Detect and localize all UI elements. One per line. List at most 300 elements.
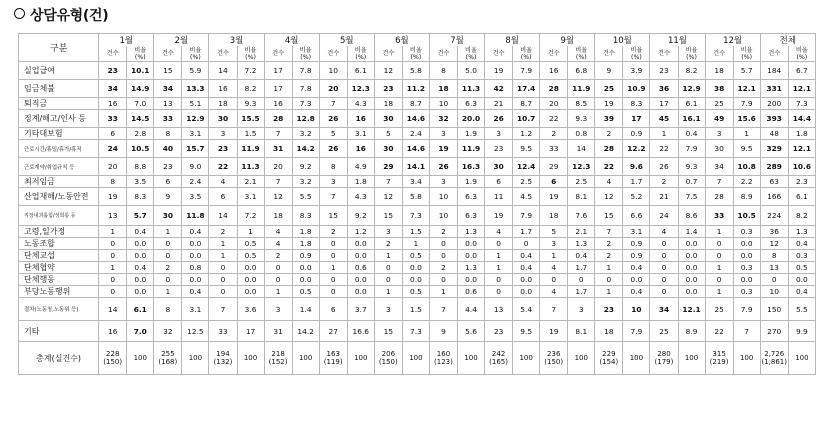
ratio-cell: 5.2 [623,188,650,206]
ratio-cell: 1 [733,128,760,140]
ratio-cell: 6.7 [788,62,815,80]
ratio-cell: 12.1 [678,298,705,321]
ratio-cell: 9.2 [347,206,374,226]
ratio-cell: 0.0 [292,262,319,274]
ratio-cell: 8.3 [623,98,650,110]
count-cell: 0 [209,262,237,274]
ratio-cell: 1.8 [292,226,319,238]
ratio-cell: 12.3 [568,158,595,176]
ratio-cell: 0.4 [513,250,540,262]
count-cell: 1 [319,262,347,274]
total-value: 160 [436,350,451,358]
count-header: 건수 [595,46,623,62]
count-cell: 3 [705,128,733,140]
ratio-header [292,46,319,62]
count-cell: 1 [705,286,733,298]
ratio-cell: 5.9 [182,62,209,80]
ratio-cell: 0.0 [237,274,264,286]
count-cell: 5 [319,128,347,140]
ratio-cell: 10.9 [623,80,650,98]
count-cell: 2 [540,128,568,140]
ratio-cell: 12.1 [733,80,760,98]
count-cell: 0 [99,274,127,286]
ratio-header [623,46,650,62]
month-header: 12월 [705,34,760,47]
ratio-header-unit: (%) [410,53,422,61]
count-cell: 7 [264,128,292,140]
total-value: 100 [519,354,533,362]
total-value: 100 [629,354,644,362]
row-category: 직장내괴롭힘/성희롱 등 [19,206,99,226]
ratio-cell: 6.6 [623,206,650,226]
ratio-cell: 14.9 [127,80,154,98]
ratio-header-label: 비율 [575,46,588,54]
count-cell: 0 [99,238,127,250]
row-category: 기타대보험 [19,128,99,140]
count-cell: 0 [429,250,457,262]
ratio-header-label: 비율 [354,46,367,54]
total-value: 100 [133,354,147,362]
count-cell: 45 [650,110,678,128]
count-cell: 1 [650,128,678,140]
ratio-cell: 2.1 [568,226,595,238]
total-ratio-cell [513,342,540,375]
count-cell: 0 [540,274,568,286]
row-category: 단체교섭 [19,250,99,262]
ratio-cell: 11.9 [237,140,264,158]
count-cell: 34 [650,298,678,321]
ratio-cell: 10.1 [127,62,154,80]
ratio-cell: 0.0 [127,274,154,286]
ratio-cell: 1 [237,226,264,238]
ratio-header [568,46,595,62]
count-cell: 0 [374,274,402,286]
ratio-cell: 12.2 [623,140,650,158]
count-cell: 7 [540,298,568,321]
ratio-header-label: 비율 [299,46,312,54]
ratio-cell: 12.9 [678,80,705,98]
ratio-header-label: 비율 [409,46,422,54]
ratio-cell: 15.6 [733,110,760,128]
count-cell: 14 [99,298,127,321]
count-cell: 4 [650,226,678,238]
count-cell: 0 [319,250,347,262]
ratio-header-unit: (%) [245,53,256,61]
ratio-cell: 3.5 [127,176,154,188]
ratio-cell: 3.1 [182,128,209,140]
total-value: 163 [326,350,340,358]
count-cell: 36 [650,80,678,98]
ratio-cell: 2.3 [788,176,815,188]
actual-count-value: (165) [489,358,508,366]
ratio-cell: 9.5 [733,140,760,158]
count-cell: 18 [595,321,623,342]
count-cell: 4 [209,176,237,188]
ratio-cell: 4.9 [347,158,374,176]
count-cell: 0 [319,286,347,298]
count-cell: 12 [264,188,292,206]
count-cell: 2 [209,226,237,238]
actual-count-value: (150) [103,358,123,366]
ratio-cell: 4.3 [347,98,374,110]
count-cell: 10 [429,98,457,110]
table-row [19,176,816,188]
count-cell: 18 [429,80,457,98]
count-cell: 2 [374,238,402,250]
ratio-cell: 0.9 [623,238,650,250]
total-value: 194 [216,350,230,358]
actual-count-value: (154) [599,358,619,366]
count-cell: 15 [374,206,402,226]
count-cell: 3 [264,298,292,321]
count-cell: 23 [154,158,182,176]
month-header: 7월 [429,34,484,47]
table-row [19,321,816,342]
ratio-cell: 1.7 [623,176,650,188]
count-cell: 4 [540,262,568,274]
total-count-cell [650,342,678,375]
count-cell: 0 [650,238,678,250]
count-cell: 20 [540,98,568,110]
ratio-cell: 1.3 [568,238,595,250]
count-cell: 14 [209,206,237,226]
count-cell: 15 [154,62,182,80]
table-row [19,158,816,176]
count-cell: 22 [650,140,678,158]
count-cell: 31 [264,140,292,158]
count-cell: 19 [595,98,623,110]
total-ratio-cell [347,342,374,375]
count-cell: 1 [99,262,127,274]
count-cell: 0 [99,250,127,262]
count-cell: 7 [319,98,347,110]
ratio-cell: 0.9 [292,250,319,262]
count-cell: 10 [319,62,347,80]
category-header: 구분 [19,34,99,62]
count-cell: 2 [595,128,623,140]
count-cell: 9 [595,62,623,80]
ratio-cell: 8.9 [678,321,705,342]
count-cell: 2 [319,226,347,238]
month-header: 9월 [540,34,595,47]
ratio-header [678,46,705,62]
ratio-cell: 0.5 [237,250,264,262]
count-cell: 6 [209,188,237,206]
count-cell: 25 [705,98,733,110]
ratio-cell: 0.0 [733,250,760,262]
ratio-cell: 12.3 [347,80,374,98]
count-header: 건수 [374,46,402,62]
total-value: 236 [547,350,561,358]
count-cell: 24 [650,206,678,226]
ratio-cell: 0.0 [292,274,319,286]
count-cell: 18 [264,206,292,226]
ratio-cell: 8.5 [568,98,595,110]
ratio-cell: 0 [513,238,540,250]
ratio-header [182,46,209,62]
row-category: 부당노동행위 [19,286,99,298]
count-cell: 13 [99,206,127,226]
count-cell: 28 [705,188,733,206]
ratio-cell: 0.0 [237,262,264,274]
total-value: 228 [106,350,120,358]
count-cell: 3 [540,238,568,250]
count-cell: 21 [485,98,513,110]
total-count-cell [705,342,733,375]
ratio-cell: 5.5 [292,188,319,206]
total-value: 229 [602,350,616,358]
ratio-cell: 5.7 [127,206,154,226]
ratio-cell: 8.9 [733,188,760,206]
row-category: 절차(노동청,노동위 등) [19,298,99,321]
ratio-cell: 14.6 [402,110,429,128]
count-cell: 0 [429,274,457,286]
total-value: 100 [795,354,809,362]
ratio-cell: 8.1 [568,321,595,342]
count-cell: 0 [99,286,127,298]
ratio-cell: 0.6 [347,262,374,274]
total-ratio-cell [458,342,485,375]
ratio-header-label: 비율 [685,46,698,54]
count-cell: 23 [650,62,678,80]
count-cell: 1 [374,250,402,262]
count-cell: 3 [429,176,457,188]
ratio-cell: 1.7 [568,286,595,298]
table-row [19,226,816,238]
ratio-header [788,46,815,62]
total-count-cell [485,342,513,375]
count-cell: 18 [209,98,237,110]
ratio-cell: 3.2 [292,176,319,188]
ratio-cell: 7.9 [623,321,650,342]
ratio-header-unit: (%) [520,53,532,61]
count-cell: 19 [540,321,568,342]
count-cell: 36 [760,226,788,238]
count-cell: 19 [99,188,127,206]
row-category: 산업재해/노동안전 [19,188,99,206]
ratio-cell: 7.9 [733,98,760,110]
total-value: 2,726 [764,350,785,358]
count-cell: 1 [705,262,733,274]
count-cell: 1 [485,250,513,262]
ratio-header-label: 비율 [795,46,808,54]
ratio-cell: 3.2 [292,128,319,140]
ratio-cell: 0.4 [623,286,650,298]
count-cell: 224 [760,206,788,226]
total-count-cell [99,342,127,375]
count-cell: 27 [319,321,347,342]
total-count-cell [595,342,623,375]
ratio-cell: 20.0 [458,110,485,128]
month-header: 1월 [99,34,154,47]
count-cell: 4 [540,286,568,298]
ratio-cell: 7.3 [292,98,319,110]
count-cell: 17 [264,62,292,80]
table-row [19,110,816,128]
ratio-cell: 1.4 [678,226,705,238]
ratio-cell: 0.0 [127,238,154,250]
ratio-header-label: 비율 [189,46,202,54]
ratio-cell: 3.1 [237,188,264,206]
row-category: 임금체불 [19,80,99,98]
ratio-cell: 8.3 [292,206,319,226]
ratio-cell: 0.0 [458,238,485,250]
table-row [19,140,816,158]
total-ratio-cell [127,342,154,375]
ratio-header [458,46,485,62]
count-cell: 1 [154,286,182,298]
count-cell: 23 [485,140,513,158]
ratio-cell: 14 [568,140,595,158]
month-header: 5월 [319,34,374,47]
ratio-cell: 0.0 [182,250,209,262]
ratio-cell: 3.4 [402,176,429,188]
ratio-cell: 3.7 [347,298,374,321]
ratio-cell: 7.9 [513,62,540,80]
count-cell: 3 [209,128,237,140]
ratio-cell: 2.5 [568,176,595,188]
count-cell: 0 [705,274,733,286]
total-value: 100 [188,354,203,362]
total-count-cell [429,342,457,375]
table-row [19,80,816,98]
ratio-cell: 12.4 [513,158,540,176]
ratio-cell: 0.0 [127,286,154,298]
ratio-cell: 5.4 [513,298,540,321]
ratio-cell: 9.6 [623,158,650,176]
count-cell: 2 [595,250,623,262]
count-header: 건수 [705,46,733,62]
count-cell: 7 [705,176,733,188]
ratio-cell: 2.4 [182,176,209,188]
count-cell: 6 [154,176,182,188]
ratio-cell: 8.3 [127,188,154,206]
ratio-header [513,46,540,62]
ratio-cell: 0.0 [733,238,760,250]
ratio-cell: 14.1 [402,158,429,176]
actual-count-value: (150) [544,358,564,366]
count-cell: 1 [595,286,623,298]
total-value: 242 [491,350,506,358]
total-value: 280 [657,350,671,358]
count-cell: 30 [374,110,402,128]
count-header: 건수 [99,46,127,62]
count-cell: 0 [209,286,237,298]
count-cell: 200 [760,98,788,110]
total-value: 100 [464,354,478,362]
ratio-cell: 9.2 [292,158,319,176]
count-cell: 0 [209,274,237,286]
count-cell: 1 [374,286,402,298]
ratio-cell: 6.1 [678,98,705,110]
ratio-cell: 6.3 [458,206,485,226]
ratio-header-label: 비율 [740,46,753,54]
count-cell: 150 [760,298,788,321]
ratio-header-unit: (%) [686,53,697,61]
ratio-cell: 0.4 [788,238,815,250]
count-cell: 0 [154,250,182,262]
month-header: 3월 [209,34,264,47]
ratio-cell: 1.3 [458,226,485,238]
ratio-cell: 0.5 [788,262,815,274]
ratio-cell: 11.9 [568,80,595,98]
ratio-cell: 0.3 [733,262,760,274]
ratio-cell: 0.0 [402,262,429,274]
ratio-cell: 0.0 [402,274,429,286]
ratio-cell: 12.5 [182,321,209,342]
ratio-cell: 9.5 [513,140,540,158]
ratio-cell: 8.7 [513,98,540,110]
row-category: 단체협약 [19,262,99,274]
row-category: 고령,일가정 [19,226,99,238]
count-cell: 3 [319,176,347,188]
count-cell: 11 [485,188,513,206]
count-cell: 33 [99,110,127,128]
table-row [19,62,816,80]
ratio-cell: 0.0 [678,238,705,250]
count-cell: 15 [595,206,623,226]
ratio-cell: 10.5 [127,140,154,158]
ratio-cell: 0.0 [458,250,485,262]
table-row [19,98,816,110]
count-cell: 28 [595,140,623,158]
count-cell: 166 [760,188,788,206]
ratio-header [733,46,760,62]
count-cell: 13 [485,298,513,321]
ratio-cell: 0.0 [347,238,374,250]
table-row [19,206,816,226]
count-cell: 10 [429,188,457,206]
count-cell: 23 [595,298,623,321]
count-cell: 20 [319,80,347,98]
ratio-cell: 13.3 [182,80,209,98]
ratio-cell: 0.4 [182,286,209,298]
ratio-cell: 9.9 [788,321,815,342]
total-value: 255 [161,350,175,358]
ratio-cell: 16.3 [458,158,485,176]
count-cell: 13 [154,98,182,110]
table-row [19,188,816,206]
count-cell: 38 [705,80,733,98]
count-cell: 8 [154,298,182,321]
count-cell: 26 [650,158,678,176]
ratio-cell: 0.5 [237,238,264,250]
count-cell: 22 [209,158,237,176]
count-cell: 184 [760,62,788,80]
actual-count-value: (123) [434,358,453,366]
count-cell: 23 [209,140,237,158]
ratio-cell: 10.5 [733,206,760,226]
count-header: 건수 [154,46,182,62]
count-cell: 329 [760,140,788,158]
count-cell: 1 [99,226,127,238]
ratio-cell: 16.1 [678,110,705,128]
ratio-cell: 0.7 [678,176,705,188]
count-cell: 23 [485,321,513,342]
count-cell: 9 [429,321,457,342]
ratio-cell: 0.4 [127,226,154,238]
count-cell: 2 [154,262,182,274]
ratio-cell: 7.8 [292,80,319,98]
ratio-cell: 0.0 [182,238,209,250]
count-cell: 7 [374,176,402,188]
count-cell: 31 [264,321,292,342]
ratio-cell: 0.0 [347,286,374,298]
actual-count-value: (132) [213,358,233,366]
ratio-cell: 0.5 [402,286,429,298]
ratio-cell: 3.6 [237,298,264,321]
count-cell: 0 [650,274,678,286]
